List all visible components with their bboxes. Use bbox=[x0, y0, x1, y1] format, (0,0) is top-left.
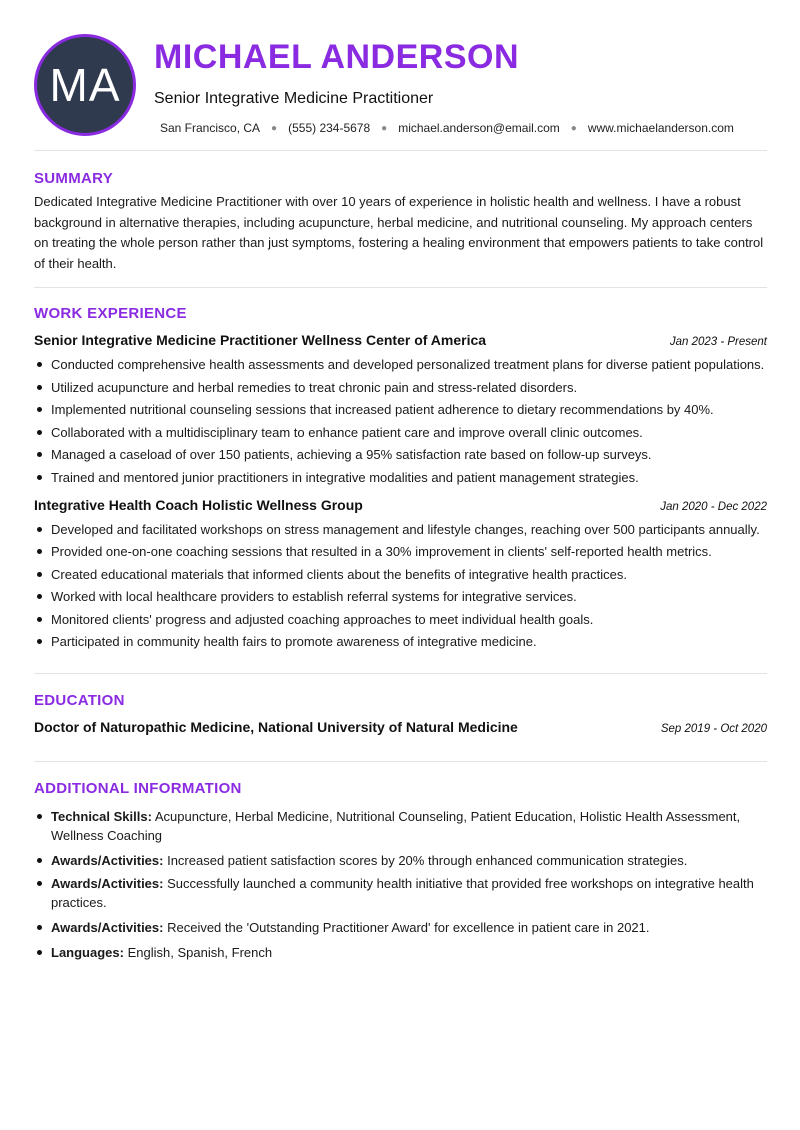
list-item: Trained and mentored junior practitioners in integrative modalities and patient management strategies. bbox=[51, 468, 767, 487]
candidate-title: Senior Integrative Medicine Practitioner bbox=[154, 90, 434, 107]
divider bbox=[34, 150, 767, 151]
item-label: Languages: bbox=[51, 944, 124, 960]
item-label: Awards/Activities: bbox=[51, 853, 164, 868]
contact-location: San Francisco, CA bbox=[160, 121, 261, 135]
list-item bbox=[51, 918, 767, 937]
list-item bbox=[51, 943, 767, 962]
list-item: Collaborated with a multidisciplinary team to enhance patient care and improve overall clinic outcomes. bbox=[51, 423, 767, 442]
education-section bbox=[34, 692, 767, 735]
section-heading-summary: SUMMARY bbox=[34, 170, 114, 187]
job-title: Senior Integrative Medicine Practitioner Wellness Center of America bbox=[34, 332, 487, 348]
contact-line bbox=[160, 121, 734, 135]
job-entry bbox=[34, 497, 767, 652]
section-heading-experience: WORK EXPERIENCE bbox=[34, 305, 187, 322]
experience-section bbox=[34, 305, 767, 651]
item-label: Awards/Activities: bbox=[51, 875, 164, 891]
list-item: Developed and facilitated workshops on stress management and lifestyle changes, reaching over 500 participants annually. bbox=[51, 520, 767, 539]
additional-list bbox=[34, 807, 767, 962]
summary-text: Dedicated Integrative Medicine Practitioner with over 10 years of experience in holistic health and wellness. I have a robust background in alternative therapies, including acupuncture, herbal medicine, and nutritional counseling. My approach centers on treating the whole person rather than just symptoms, fostering a healing environment that empowers patients to take control of their health. bbox=[34, 194, 764, 271]
contact-email[interactable]: michael.anderson@email.com bbox=[398, 121, 560, 135]
candidate-name: MICHAEL ANDERSON bbox=[154, 38, 520, 76]
contact-phone: (555) 234-5678 bbox=[288, 121, 371, 135]
list-item: Utilized acupuncture and herbal remedies to treat chronic pain and stress-related disorders. bbox=[51, 378, 767, 397]
list-item: Created educational materials that informed clients about the benefits of integrative health practices. bbox=[51, 565, 767, 584]
education-entry bbox=[34, 719, 767, 735]
job-header bbox=[34, 497, 767, 513]
list-item: Participated in community health fairs to promote awareness of integrative medicine. bbox=[51, 632, 767, 651]
separator-dot-icon: ● bbox=[271, 122, 278, 134]
job-date: Jan 2023 - Present bbox=[669, 336, 767, 348]
avatar: MA bbox=[34, 34, 136, 136]
job-header bbox=[34, 332, 767, 348]
job-date: Jan 2020 - Dec 2022 bbox=[660, 500, 767, 513]
list-item bbox=[51, 807, 767, 845]
contact-website[interactable]: www.michaelanderson.com bbox=[587, 121, 734, 135]
list-item: Conducted comprehensive health assessments and developed personalized treatment plans for diverse patient populations. bbox=[51, 355, 767, 374]
job-bullets bbox=[34, 520, 767, 652]
item-text: Increased patient satisfaction scores by 20% through enhanced communication strategies. bbox=[167, 853, 688, 868]
summary-section bbox=[34, 170, 767, 274]
list-item: Worked with local healthcare providers to establish referral systems for integrative services. bbox=[51, 587, 767, 606]
item-label: Awards/Activities: bbox=[51, 919, 164, 935]
job-entry bbox=[34, 332, 767, 487]
list-item: Monitored clients' progress and adjusted coaching approaches to meet individual health goals. bbox=[51, 610, 767, 629]
section-heading-additional: ADDITIONAL INFORMATION bbox=[34, 780, 242, 797]
separator-dot-icon: ● bbox=[381, 122, 388, 134]
list-item: Provided one-on-one coaching sessions that resulted in a 30% improvement in clients' self-reported health metrics. bbox=[51, 542, 767, 561]
education-date: Sep 2019 - Oct 2020 bbox=[660, 723, 767, 735]
resume-page bbox=[34, 34, 767, 965]
resume-header bbox=[34, 34, 767, 144]
separator-dot-icon: ● bbox=[570, 122, 577, 134]
job-bullets bbox=[34, 355, 767, 487]
item-label: Technical Skills: bbox=[51, 809, 152, 824]
divider bbox=[34, 287, 767, 288]
item-text: Received the 'Outstanding Practitioner Award' for excellence in patient care in 2021. bbox=[167, 919, 650, 935]
item-text: English, Spanish, French bbox=[127, 944, 273, 960]
list-item bbox=[51, 874, 767, 912]
item-text: Successfully launched a community health initiative that provided free workshops on integrative health practices. bbox=[51, 875, 754, 910]
list-item bbox=[51, 851, 767, 870]
degree: Doctor of Naturopathic Medicine, National University of Natural Medicine bbox=[34, 719, 518, 735]
divider bbox=[34, 673, 767, 674]
section-heading-education: EDUCATION bbox=[34, 692, 125, 709]
additional-section bbox=[34, 780, 767, 962]
list-item: Implemented nutritional counseling sessions that increased patient adherence to dietary recommendations by 40%. bbox=[51, 400, 767, 419]
job-title: Integrative Health Coach Holistic Wellness Group bbox=[34, 496, 363, 513]
list-item: Managed a caseload of over 150 patients, achieving a 95% satisfaction rate based on follow-up surveys. bbox=[51, 445, 767, 464]
item-text: Acupuncture, Herbal Medicine, Nutritional Counseling, Patient Education, Holistic Health Assessment, Wellness Coaching bbox=[51, 809, 741, 843]
divider bbox=[34, 761, 767, 762]
